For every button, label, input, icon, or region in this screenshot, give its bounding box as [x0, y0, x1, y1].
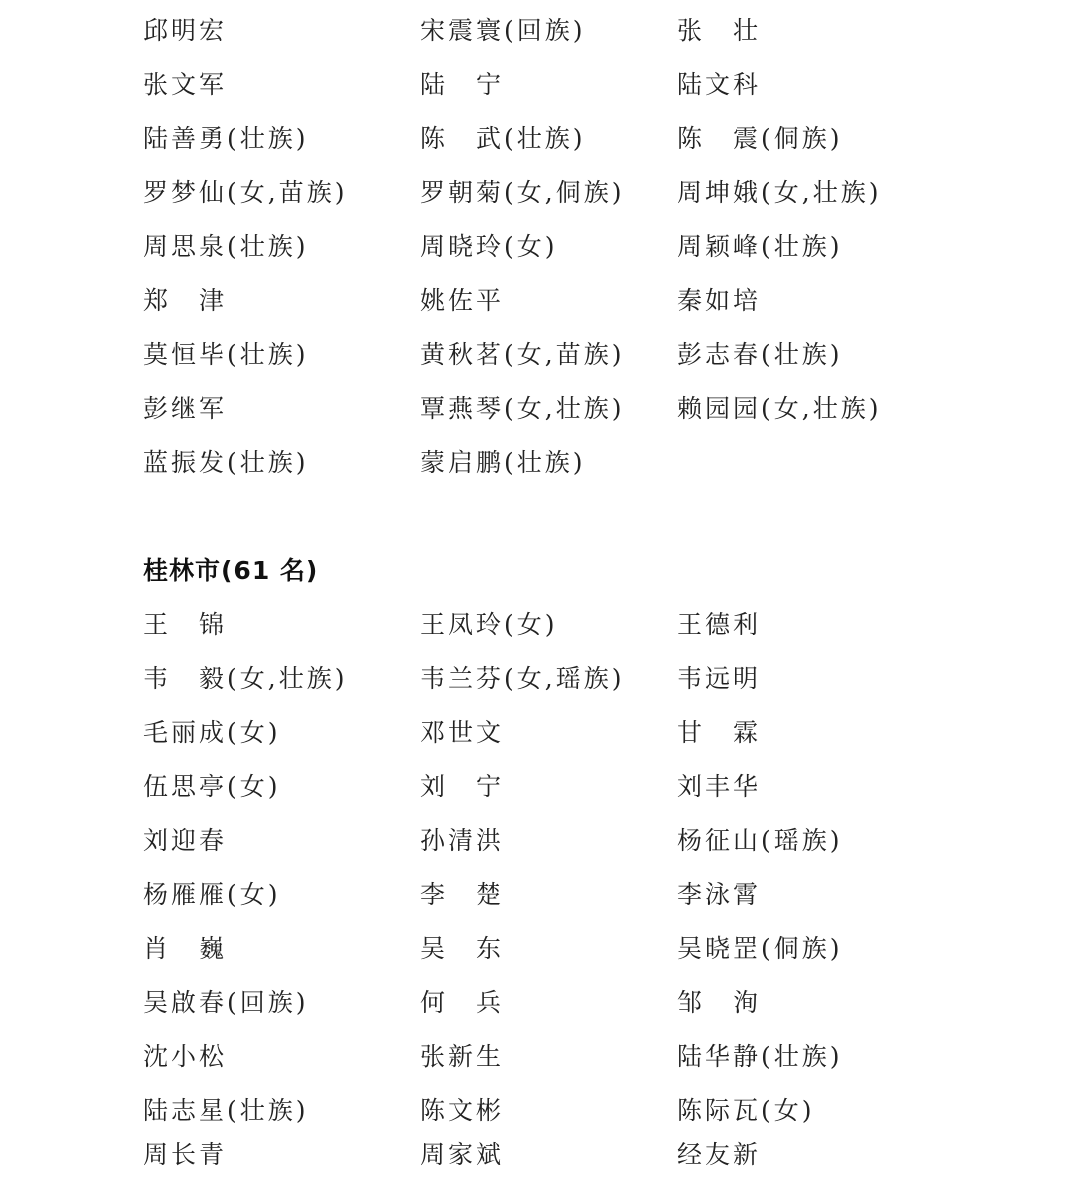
name-entry: 吴啟春(回族)	[143, 988, 309, 1017]
name-entry: 姚佐平	[420, 286, 505, 315]
list-row	[0, 11, 1080, 51]
name-entry: 杨雁雁(女)	[143, 880, 281, 909]
name-entry: 陆文科	[677, 70, 762, 99]
name-entry: 秦如培	[677, 286, 762, 315]
name-entry: 莫恒毕(壮族)	[143, 340, 309, 369]
list-row	[0, 227, 1080, 267]
name-entry: 周思泉(壮族)	[143, 232, 309, 261]
name-entry: 韦远明	[677, 664, 762, 693]
name-entry: 周颖峰(壮族)	[677, 232, 843, 261]
name-entry: 陈 武(壮族)	[420, 124, 586, 153]
list-row	[0, 983, 1080, 1023]
name-entry: 罗梦仙(女,苗族)	[143, 178, 348, 207]
name-entry: 蓝振发(壮族)	[143, 448, 309, 477]
name-entry: 刘迎春	[143, 826, 228, 855]
list-row	[0, 443, 1080, 483]
name-entry: 陈文彬	[420, 1096, 505, 1125]
name-entry: 杨征山(瑶族)	[677, 826, 843, 855]
name-entry: 王德利	[677, 610, 762, 639]
name-entry: 郑 津	[143, 286, 228, 315]
name-entry: 吴 东	[420, 934, 505, 963]
name-entry: 陈际瓦(女)	[677, 1096, 815, 1125]
name-entry: 赖园园(女,壮族)	[677, 394, 882, 423]
name-entry: 张 壮	[677, 16, 762, 45]
list-row	[0, 119, 1080, 159]
name-entry: 李 楚	[420, 880, 505, 909]
name-entry: 伍思亭(女)	[143, 772, 281, 801]
name-entry: 李泳霄	[677, 880, 762, 909]
name-entry: 甘 霖	[677, 718, 762, 747]
list-row	[0, 713, 1080, 753]
name-entry: 覃燕琴(女,壮族)	[420, 394, 625, 423]
name-entry: 张新生	[420, 1042, 505, 1071]
list-row	[0, 335, 1080, 375]
list-row	[0, 605, 1080, 645]
name-entry: 黄秋茗(女,苗族)	[420, 340, 625, 369]
name-entry: 陆华静(壮族)	[677, 1042, 843, 1071]
name-entry: 彭继军	[143, 394, 228, 423]
list-row	[0, 821, 1080, 861]
name-entry: 刘丰华	[677, 772, 762, 801]
list-row	[0, 65, 1080, 105]
name-entry: 周家斌	[420, 1140, 505, 1169]
list-row	[0, 1091, 1080, 1131]
name-entry: 罗朝菊(女,侗族)	[420, 178, 625, 207]
name-entry: 邹 洵	[677, 988, 762, 1017]
name-entry: 周长青	[143, 1140, 228, 1169]
name-entry: 王 锦	[143, 610, 228, 639]
list-row	[0, 875, 1080, 915]
name-entry: 何 兵	[420, 988, 505, 1017]
name-entry: 刘 宁	[420, 772, 505, 801]
name-entry: 韦兰芬(女,瑶族)	[420, 664, 625, 693]
name-entry: 沈小松	[143, 1042, 228, 1071]
list-row	[0, 281, 1080, 321]
list-row	[0, 659, 1080, 699]
name-entry: 张文军	[143, 70, 228, 99]
name-entry: 经友新	[677, 1140, 762, 1169]
name-entry: 吴晓罡(侗族)	[677, 934, 843, 963]
list-row	[0, 929, 1080, 969]
name-entry: 韦 毅(女,壮族)	[143, 664, 348, 693]
list-row	[0, 389, 1080, 429]
name-entry: 孙清洪	[420, 826, 505, 855]
name-entry: 邓世文	[420, 718, 505, 747]
name-entry: 陆 宁	[420, 70, 505, 99]
name-entry: 彭志春(壮族)	[677, 340, 843, 369]
list-row	[0, 1037, 1080, 1077]
name-entry: 邱明宏	[143, 16, 228, 45]
name-entry: 蒙启鹏(壮族)	[420, 448, 586, 477]
name-entry: 周坤娥(女,壮族)	[677, 178, 882, 207]
list-row	[0, 173, 1080, 213]
section-heading-guilin: 桂林市(61 名)	[143, 556, 319, 585]
name-entry: 王凤玲(女)	[420, 610, 558, 639]
name-entry: 陆善勇(壮族)	[143, 124, 309, 153]
name-entry: 毛丽成(女)	[143, 718, 281, 747]
list-row	[0, 1135, 1080, 1175]
name-entry: 周晓玲(女)	[420, 232, 558, 261]
name-entry: 陆志星(壮族)	[143, 1096, 309, 1125]
name-entry: 陈 震(侗族)	[677, 124, 843, 153]
name-entry: 宋震寰(回族)	[420, 16, 586, 45]
name-entry: 肖 巍	[143, 934, 228, 963]
list-row	[0, 767, 1080, 807]
